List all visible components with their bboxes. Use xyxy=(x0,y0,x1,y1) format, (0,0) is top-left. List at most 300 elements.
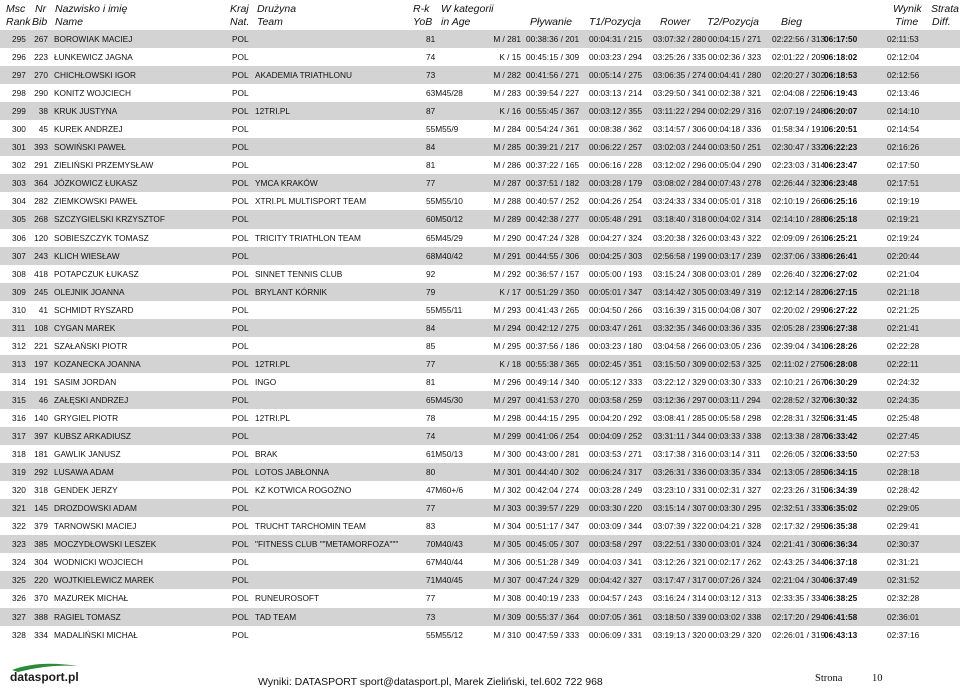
cell-t1: 00:03:13 / 214 xyxy=(589,88,643,99)
cell-t1: 00:03:53 / 271 xyxy=(589,449,643,460)
cell-time: 06:26:41 xyxy=(824,250,858,261)
cell-t1: 00:04:09 / 252 xyxy=(589,431,643,442)
cell-name: WODNICKI WOJCIECH xyxy=(54,557,143,568)
cell-t1: 00:03:12 / 355 xyxy=(589,106,643,117)
cell-nat: POL xyxy=(232,539,249,550)
cell-bib: 243 xyxy=(34,250,48,261)
cell-time: 06:30:32 xyxy=(824,394,858,405)
cell-name: KLICH WIESŁAW xyxy=(54,250,120,261)
cell-cat: M / 292 xyxy=(493,268,521,279)
cell-diff: 02:22:11 xyxy=(887,358,919,369)
table-row xyxy=(0,102,960,120)
cell-run: 02:13:05 / 285 xyxy=(772,467,826,478)
cell-swim: 00:47:24 / 328 xyxy=(526,232,580,243)
cell-nat: POL xyxy=(232,214,249,225)
cell-nat: POL xyxy=(232,521,249,532)
cell-team: RUNEUROSOFT xyxy=(255,593,320,604)
cell-t2: 00:04:08 / 307 xyxy=(708,304,762,315)
cell-t2: 00:04:18 / 336 xyxy=(708,124,762,135)
cell-run: 02:10:19 / 266 xyxy=(772,196,826,207)
header-wynik: Wynik xyxy=(893,3,922,15)
cell-diff: 02:31:21 xyxy=(887,557,920,568)
table-row xyxy=(0,608,960,626)
cell-name: LUSAWA ADAM xyxy=(54,467,114,478)
cell-diff: 02:24:35 xyxy=(887,394,920,405)
cell-cat: M / 284 xyxy=(493,124,521,135)
cell-name: BOROWIAK MACIEJ xyxy=(54,34,133,44)
cell-name: ZIELIŃSKI PRZEMYSŁAW xyxy=(54,160,154,171)
cell-bike: 03:07:32 / 280 xyxy=(653,34,707,44)
cell-bib: 334 xyxy=(34,629,48,640)
cell-nat: POL xyxy=(232,88,249,99)
cell-swim: 00:39:54 / 227 xyxy=(526,88,580,99)
cell-swim: 00:37:56 / 186 xyxy=(526,340,580,351)
cell-diff: 02:16:26 xyxy=(887,142,920,153)
cell-swim: 00:47:24 / 329 xyxy=(526,575,580,586)
cell-bib: 268 xyxy=(34,214,48,225)
header-rower: Rower xyxy=(660,16,691,28)
cell-t2: 00:03:43 / 322 xyxy=(708,232,762,243)
header-bib: Bib xyxy=(32,16,48,28)
table-row xyxy=(0,265,960,283)
cell-diff: 02:12:56 xyxy=(887,70,920,81)
cell-bike: 03:15:24 / 308 xyxy=(653,268,707,279)
table-row xyxy=(0,156,960,174)
cell-diff: 02:17:50 xyxy=(887,160,920,171)
cell-run: 02:01:22 / 209 xyxy=(772,52,826,63)
table-row xyxy=(0,481,960,499)
cell-cat: M / 297 xyxy=(493,394,521,405)
cell-cat: M / 283 xyxy=(493,88,521,99)
cell-diff: 02:29:41 xyxy=(887,521,920,532)
cell-swim: 00:42:12 / 275 xyxy=(526,322,580,333)
cell-rank: 323 xyxy=(12,539,26,550)
cell-time: 06:38:25 xyxy=(824,593,858,604)
table-row xyxy=(0,283,960,301)
cell-bike: 03:12:02 / 296 xyxy=(653,160,707,171)
cell-yob: 67M40/44 xyxy=(426,557,463,568)
cell-run: 02:33:35 / 334 xyxy=(772,593,826,604)
cell-diff: 02:19:21 xyxy=(887,214,920,225)
cell-nat: POL xyxy=(232,196,249,207)
cell-run: 02:26:01 / 319 xyxy=(772,629,826,640)
cell-team: 12TRI.PL xyxy=(255,358,291,369)
cell-t2: 00:03:49 / 319 xyxy=(708,286,762,297)
header-t1: T1/Pozycja xyxy=(589,16,641,28)
cell-nat: POL xyxy=(232,503,249,514)
cell-name: KRUK JUSTYNA xyxy=(54,106,118,117)
cell-team: YMCA KRAKÓW xyxy=(255,178,318,189)
cell-time: 06:37:18 xyxy=(824,557,858,568)
cell-bike: 03:31:11 / 344 xyxy=(653,431,706,442)
cell-rank: 306 xyxy=(12,232,26,243)
cell-rank: 301 xyxy=(12,142,26,153)
cell-t2: 00:02:29 / 316 xyxy=(708,106,762,117)
cell-t2: 00:07:26 / 324 xyxy=(708,575,762,586)
cell-rank: 300 xyxy=(12,124,26,135)
cell-swim: 00:45:15 / 309 xyxy=(526,52,580,63)
cell-time: 06:28:08 xyxy=(824,358,858,369)
cell-swim: 00:54:24 / 361 xyxy=(526,124,580,135)
header-plywanie: Pływanie xyxy=(530,16,573,28)
cell-cat: M / 296 xyxy=(493,376,521,387)
cell-swim: 00:36:57 / 157 xyxy=(526,268,580,279)
cell-t2: 00:02:38 / 321 xyxy=(708,88,762,99)
cell-run: 02:17:32 / 295 xyxy=(772,521,826,532)
cell-swim: 00:43:00 / 281 xyxy=(526,449,580,460)
cell-nat: POL xyxy=(232,232,249,243)
cell-bike: 03:18:40 / 318 xyxy=(653,214,707,225)
cell-run: 02:13:38 / 287 xyxy=(772,431,826,442)
cell-swim: 00:42:38 / 277 xyxy=(526,214,580,225)
cell-bike: 02:56:58 / 199 xyxy=(653,250,707,261)
cell-swim: 00:45:05 / 307 xyxy=(526,539,580,550)
cell-team: LOTOS JABŁONNA xyxy=(255,467,330,478)
cell-time: 06:17:50 xyxy=(824,34,858,44)
cell-rank: 315 xyxy=(12,394,26,405)
cell-name: MAZUREK MICHAŁ xyxy=(54,593,129,604)
cell-time: 06:20:51 xyxy=(824,124,858,135)
cell-time: 06:18:53 xyxy=(824,70,858,81)
cell-diff: 02:24:32 xyxy=(887,376,920,387)
cell-yob: 70M40/43 xyxy=(426,539,463,550)
cell-rank: 310 xyxy=(12,304,26,315)
header-t2: T2/Pozycja xyxy=(707,16,759,28)
cell-name: KOZANECKA JOANNA xyxy=(54,358,141,369)
cell-nat: POL xyxy=(232,142,249,153)
cell-t1: 00:03:23 / 294 xyxy=(589,52,643,63)
cell-time: 06:27:15 xyxy=(824,286,858,297)
cell-bike: 03:16:24 / 314 xyxy=(653,593,707,604)
table-row xyxy=(0,210,960,228)
cell-rank: 314 xyxy=(12,376,26,387)
cell-team: XTRI.PL MULTISPORT TEAM xyxy=(255,196,367,207)
cell-yob: 47M60+/6 xyxy=(426,485,464,496)
cell-bike: 03:17:47 / 317 xyxy=(653,575,707,586)
cell-diff: 02:27:45 xyxy=(887,431,920,442)
cell-diff: 02:31:52 xyxy=(887,575,920,586)
cell-run: 02:43:25 / 344 xyxy=(772,557,826,568)
cell-swim: 00:55:38 / 365 xyxy=(526,358,580,369)
cell-bike: 03:32:35 / 346 xyxy=(653,322,707,333)
cell-run: 02:23:26 / 315 xyxy=(772,485,826,496)
cell-rank: 295 xyxy=(12,34,26,44)
cell-bike: 03:17:38 / 316 xyxy=(653,449,707,460)
cell-diff: 02:21:04 xyxy=(887,268,920,279)
cell-time: 06:23:48 xyxy=(824,178,858,189)
cell-swim: 00:41:06 / 254 xyxy=(526,431,580,442)
cell-team: TRUCHT TARCHOMIN TEAM xyxy=(255,521,366,532)
cell-diff: 02:21:25 xyxy=(887,304,920,315)
cell-rank: 305 xyxy=(12,214,26,225)
cell-bib: 270 xyxy=(34,70,48,81)
cell-diff: 02:14:54 xyxy=(887,124,920,135)
cell-time: 06:18:02 xyxy=(824,52,858,63)
cell-rank: 297 xyxy=(12,70,26,81)
cell-cat: M / 305 xyxy=(493,539,521,550)
cell-t1: 00:04:26 / 254 xyxy=(589,196,643,207)
cell-cat: M / 288 xyxy=(493,196,521,207)
cell-bib: 120 xyxy=(34,232,48,243)
page-number: 10 xyxy=(872,673,883,684)
table-row xyxy=(0,373,960,391)
cell-diff: 02:28:18 xyxy=(887,467,920,478)
cell-t1: 00:03:28 / 179 xyxy=(589,178,643,189)
cell-run: 02:32:51 / 333 xyxy=(772,503,826,514)
cell-swim: 00:44:40 / 302 xyxy=(526,467,580,478)
cell-time: 06:36:34 xyxy=(824,539,858,550)
cell-bib: 370 xyxy=(34,593,48,604)
cell-diff: 02:36:01 xyxy=(887,611,920,622)
cell-yob: 73 xyxy=(426,70,436,81)
cell-name: KUREK ANDRZEJ xyxy=(54,124,123,135)
cell-run: 02:10:21 / 267 xyxy=(772,376,826,387)
cell-diff: 02:14:10 xyxy=(887,106,920,117)
cell-name: GAWLIK JANUSZ xyxy=(54,449,121,460)
cell-bib: 292 xyxy=(34,467,48,478)
cell-run: 02:17:20 / 294 xyxy=(772,611,826,622)
cell-run: 01:58:34 / 191 xyxy=(772,124,826,135)
cell-bike: 03:22:51 / 330 xyxy=(653,539,707,550)
header-kraj: Kraj xyxy=(230,3,249,15)
cell-name: SCHMIDT RYSZARD xyxy=(54,304,134,315)
cell-cat: M / 290 xyxy=(493,232,521,243)
cell-t2: 00:03:33 / 338 xyxy=(708,431,762,442)
cell-time: 06:20:07 xyxy=(824,106,858,117)
cell-swim: 00:38:36 / 201 xyxy=(526,34,580,44)
cell-swim: 00:49:14 / 340 xyxy=(526,376,580,387)
header-rk: R-k xyxy=(413,3,430,15)
cell-bike: 03:23:10 / 331 xyxy=(653,485,707,496)
cell-rank: 296 xyxy=(12,52,26,63)
cell-cat: M / 282 xyxy=(493,70,521,81)
cell-swim: 00:39:21 / 217 xyxy=(526,142,580,153)
cell-cat: M / 286 xyxy=(493,160,521,171)
cell-t2: 00:05:58 / 298 xyxy=(708,412,762,423)
cell-t2: 00:03:02 / 338 xyxy=(708,611,762,622)
cell-bib: 140 xyxy=(34,412,48,423)
cell-run: 02:26:44 / 323 xyxy=(772,178,826,189)
cell-name: SZCZYGIELSKI KRZYSZTOF xyxy=(54,214,165,225)
cell-rank: 308 xyxy=(12,268,26,279)
cell-t2: 00:03:05 / 236 xyxy=(708,340,762,351)
cell-rank: 322 xyxy=(12,521,26,532)
cell-bike: 03:14:42 / 305 xyxy=(653,286,707,297)
cell-cat: M / 304 xyxy=(493,521,521,532)
cell-bike: 03:08:41 / 285 xyxy=(653,412,707,423)
cell-name: RAGIEL TOMASZ xyxy=(54,611,121,622)
cell-t1: 00:03:09 / 344 xyxy=(589,521,643,532)
table-row xyxy=(0,589,960,607)
cell-yob: 84 xyxy=(426,322,436,333)
cell-rank: 317 xyxy=(12,431,26,442)
cell-rank: 312 xyxy=(12,340,26,351)
cell-bike: 03:18:50 / 339 xyxy=(653,611,707,622)
cell-nat: POL xyxy=(232,611,249,622)
cell-diff: 02:21:18 xyxy=(887,286,920,297)
cell-cat: M / 281 xyxy=(493,34,521,44)
cell-run: 02:26:40 / 322 xyxy=(772,268,826,279)
cell-yob: 92 xyxy=(426,268,436,279)
cell-cat: K / 18 xyxy=(499,358,521,369)
cell-cat: M / 287 xyxy=(493,178,521,189)
cell-bib: 38 xyxy=(38,106,48,117)
cell-rank: 325 xyxy=(12,575,26,586)
cell-t2: 00:03:12 / 313 xyxy=(708,593,762,604)
cell-yob: 63M45/28 xyxy=(426,88,463,99)
cell-t2: 00:03:35 / 334 xyxy=(708,467,762,478)
cell-nat: POL xyxy=(232,629,249,640)
cell-swim: 00:40:57 / 252 xyxy=(526,196,580,207)
cell-bike: 03:16:39 / 315 xyxy=(653,304,707,315)
cell-name: POTAPCZUK ŁUKASZ xyxy=(54,268,139,279)
cell-team: "FITNESS CLUB ""METAMORFOZA""" xyxy=(255,539,399,550)
cell-diff: 02:19:24 xyxy=(887,232,920,243)
cell-yob: 87 xyxy=(426,106,436,117)
table-row xyxy=(0,499,960,517)
cell-rank: 318 xyxy=(12,449,26,460)
page-footer xyxy=(0,666,960,689)
cell-bib: 318 xyxy=(34,485,48,496)
cell-cat: M / 300 xyxy=(493,449,521,460)
cell-rank: 324 xyxy=(12,557,26,568)
cell-nat: POL xyxy=(232,52,249,63)
cell-yob: 77 xyxy=(426,503,436,514)
table-row xyxy=(0,48,960,66)
cell-bike: 03:19:13 / 320 xyxy=(653,629,707,640)
cell-name: KUBSZ ARKADIUSZ xyxy=(54,431,131,442)
table-header xyxy=(0,0,960,30)
table-row xyxy=(0,517,960,535)
cell-t1: 00:03:30 / 220 xyxy=(589,503,643,514)
cell-nat: POL xyxy=(232,106,249,117)
cell-time: 06:33:50 xyxy=(824,449,858,460)
cell-bib: 46 xyxy=(38,394,48,405)
cell-nat: POL xyxy=(232,358,249,369)
cell-bib: 41 xyxy=(38,304,48,315)
cell-t1: 00:03:58 / 259 xyxy=(589,394,643,405)
cell-t1: 00:06:16 / 228 xyxy=(589,160,643,171)
cell-t2: 00:03:01 / 289 xyxy=(708,268,762,279)
cell-time: 06:37:49 xyxy=(824,575,858,586)
cell-cat: M / 303 xyxy=(493,503,521,514)
cell-t1: 00:03:47 / 261 xyxy=(589,322,643,333)
svg-text:datasport.pl: datasport.pl xyxy=(10,670,79,684)
cell-t2: 00:03:17 / 239 xyxy=(708,250,762,261)
cell-rank: 327 xyxy=(12,611,26,622)
cell-diff: 02:27:53 xyxy=(887,449,920,460)
table-row xyxy=(0,301,960,319)
cell-nat: POL xyxy=(232,322,249,333)
cell-team: BRAK xyxy=(255,449,278,460)
header-nr: Nr xyxy=(35,3,47,15)
cell-name: GENDEK JERZY xyxy=(54,485,118,496)
cell-t1: 00:02:45 / 351 xyxy=(589,358,643,369)
cell-nat: POL xyxy=(232,394,249,405)
cell-time: 06:22:23 xyxy=(824,142,858,153)
cell-swim: 00:41:43 / 265 xyxy=(526,304,580,315)
footer-credits: Wyniki: DATASPORT sport@datasport.pl, Marek Zieliński, tel.602 722 968 xyxy=(258,676,603,688)
cell-t2: 00:04:02 / 314 xyxy=(708,214,762,225)
cell-diff: 02:20:44 xyxy=(887,250,920,261)
cell-t2: 00:03:01 / 324 xyxy=(708,539,762,550)
cell-rank: 298 xyxy=(12,88,26,99)
cell-bib: 191 xyxy=(34,376,48,387)
cell-team: TRICITY TRIATHLON TEAM xyxy=(255,232,361,243)
cell-t1: 00:04:42 / 327 xyxy=(589,575,643,586)
header-bieg: Bieg xyxy=(781,16,803,28)
cell-yob: 55M55/12 xyxy=(426,629,463,640)
cell-yob: 55M55/9 xyxy=(426,124,459,135)
cell-yob: 77 xyxy=(426,358,436,369)
cell-cat: M / 299 xyxy=(493,431,521,442)
cell-rank: 319 xyxy=(12,467,26,478)
cell-time: 06:35:38 xyxy=(824,521,858,532)
cell-rank: 304 xyxy=(12,196,26,207)
cell-t1: 00:05:12 / 333 xyxy=(589,376,643,387)
cell-t1: 00:03:58 / 297 xyxy=(589,539,643,550)
cell-team: SINNET TENNIS CLUB xyxy=(255,268,343,279)
cell-t1: 00:06:22 / 257 xyxy=(589,142,643,153)
cell-yob: 74 xyxy=(426,431,436,442)
cell-name: MADALIŃSKI MICHAŁ xyxy=(54,629,138,640)
cell-bike: 03:08:02 / 284 xyxy=(653,178,707,189)
cell-bike: 03:12:36 / 297 xyxy=(653,394,707,405)
cell-diff: 02:12:04 xyxy=(887,52,920,63)
cell-run: 02:09:09 / 261 xyxy=(772,232,826,243)
header-nazwisko: Nazwisko i imię xyxy=(55,3,128,15)
table-row xyxy=(0,66,960,84)
cell-yob: 61M50/13 xyxy=(426,449,463,460)
cell-name: CYGAN MAREK xyxy=(54,322,116,333)
cell-time: 06:43:13 xyxy=(824,629,858,640)
table-row xyxy=(0,120,960,138)
table-row xyxy=(0,391,960,409)
table-row xyxy=(0,247,960,265)
cell-nat: POL xyxy=(232,268,249,279)
cell-bike: 03:25:26 / 335 xyxy=(653,52,707,63)
cell-cat: M / 302 xyxy=(493,485,521,496)
cell-run: 02:30:47 / 332 xyxy=(772,142,826,153)
table-row xyxy=(0,427,960,445)
cell-bib: 397 xyxy=(34,431,48,442)
cell-nat: POL xyxy=(232,160,249,171)
cell-t1: 00:04:03 / 341 xyxy=(589,557,643,568)
cell-yob: 81 xyxy=(426,376,436,387)
cell-name: TARNOWSKI MACIEJ xyxy=(54,521,137,532)
cell-rank: 303 xyxy=(12,178,26,189)
header-strata: Strata xyxy=(931,3,960,15)
cell-t2: 00:02:53 / 325 xyxy=(708,358,762,369)
cell-swim: 00:55:37 / 364 xyxy=(526,611,580,622)
cell-diff: 02:19:19 xyxy=(887,196,920,207)
table-row xyxy=(0,30,960,48)
cell-name: ZIEMKOWSKI PAWEŁ xyxy=(54,196,138,207)
cell-nat: POL xyxy=(232,304,249,315)
cell-t1: 00:03:28 / 249 xyxy=(589,485,643,496)
cell-name: KONITZ WOJCIECH xyxy=(54,88,131,99)
cell-cat: M / 310 xyxy=(493,629,521,640)
cell-yob: 73 xyxy=(426,611,436,622)
results-table xyxy=(0,30,960,644)
header-time: Time xyxy=(895,16,919,28)
table-row xyxy=(0,174,960,192)
cell-time: 06:25:16 xyxy=(824,196,858,207)
cell-team: BRYLANT KÓRNIK xyxy=(255,286,328,297)
cell-time: 06:33:42 xyxy=(824,431,858,442)
header-diff: Diff. xyxy=(932,16,951,28)
cell-diff: 02:13:46 xyxy=(887,88,920,99)
